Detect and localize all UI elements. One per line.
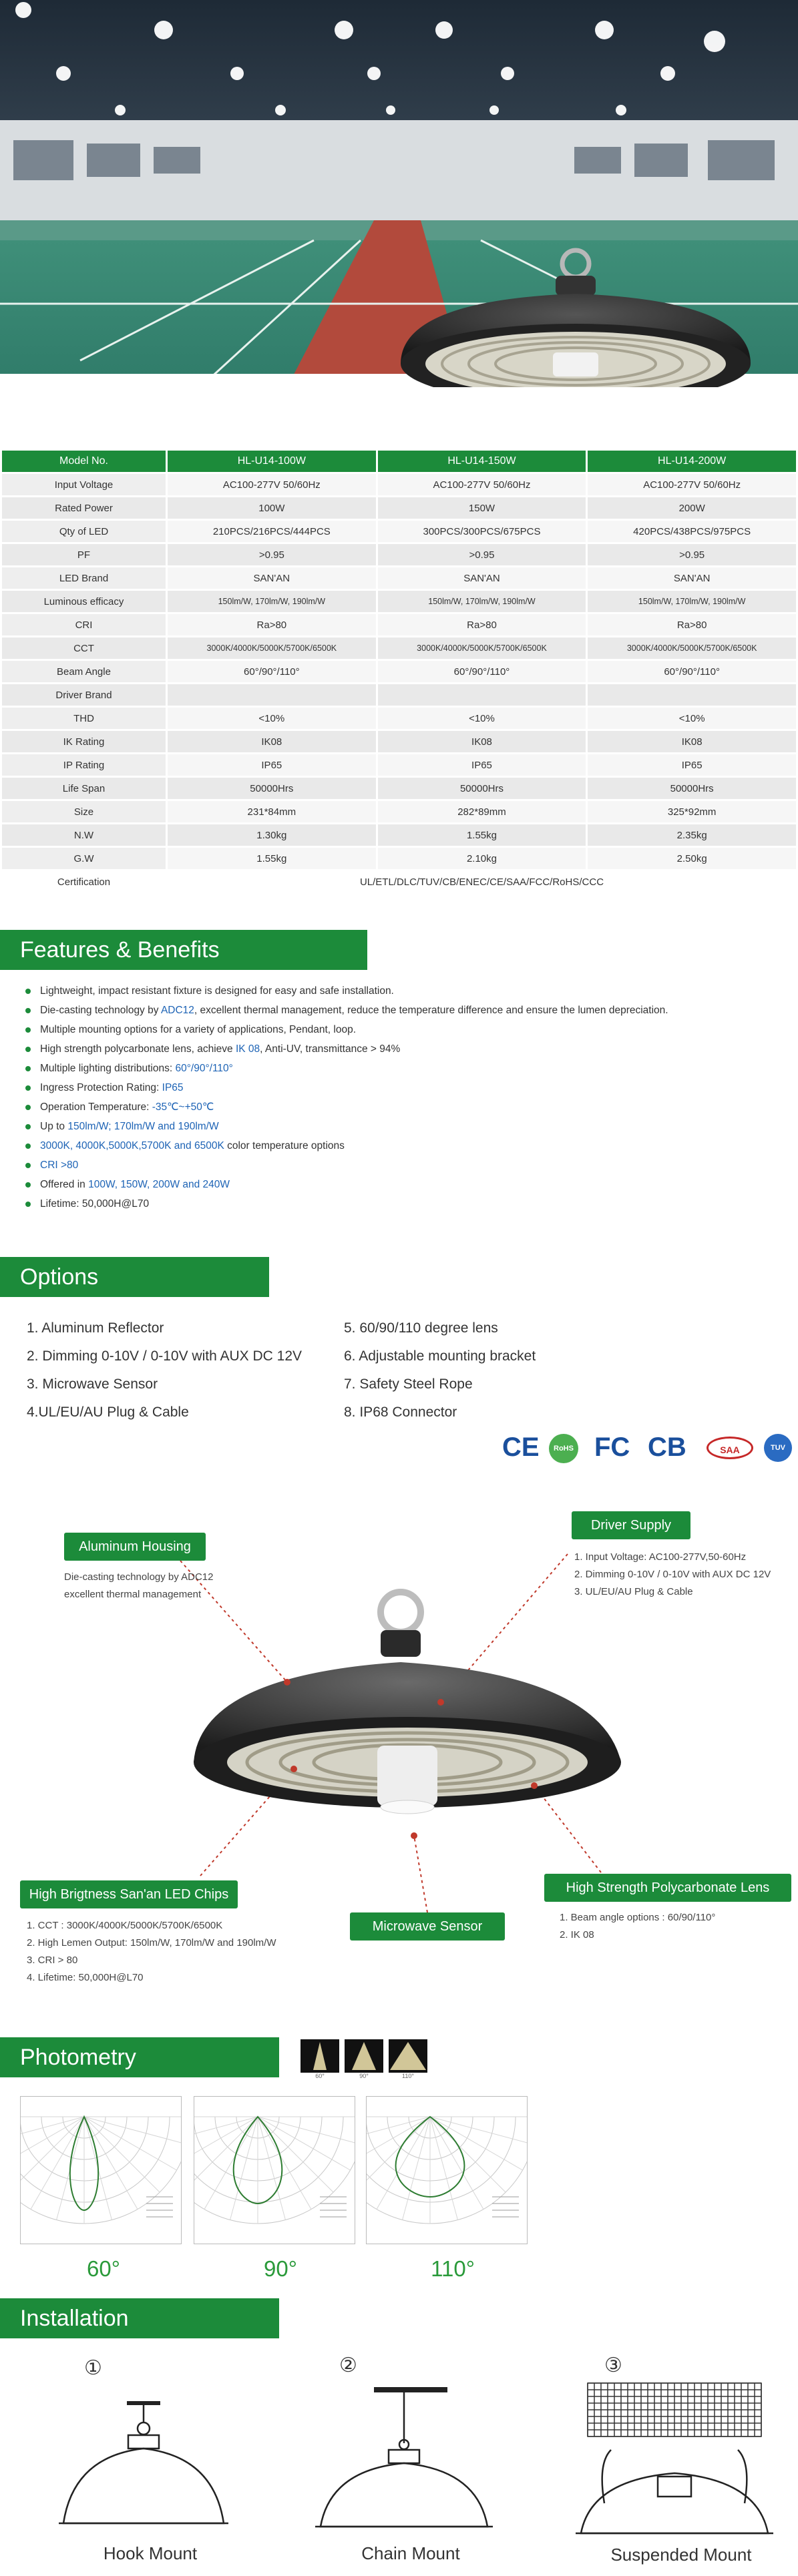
feature-highlight: 100W, 150W, 200W and 240W xyxy=(88,1179,230,1190)
table-row xyxy=(2,801,796,822)
table-row xyxy=(2,708,796,729)
option-item: 8. IP68 Connector xyxy=(344,1404,457,1420)
header-cell: HL-U14-100W xyxy=(168,451,376,472)
table-row xyxy=(2,544,796,565)
beam-caption-90: 90° xyxy=(264,2256,297,2281)
feature-item xyxy=(21,1136,769,1155)
table-cell: 2.35kg xyxy=(588,824,796,846)
photometry-heading: Photometry xyxy=(0,2037,279,2077)
table-cell: 3000K/4000K/5000K/5700K/6500K xyxy=(378,637,586,659)
callout-note: excellent thermal management xyxy=(64,1589,202,1600)
table-cell: IP65 xyxy=(588,754,796,776)
ce-logo: CE xyxy=(502,1433,540,1462)
row-label: Driver Brand xyxy=(2,684,166,706)
table-cell: >0.95 xyxy=(378,544,586,565)
install-caption-chain: Chain Mount xyxy=(361,2543,460,2563)
install-number-2: ② xyxy=(339,2354,357,2377)
certification-row xyxy=(2,871,796,892)
table-cell: 1.55kg xyxy=(378,824,586,846)
callout-aluminum-notes xyxy=(64,1569,238,1603)
feature-text: Multiple lighting distributions: xyxy=(40,1063,176,1074)
row-label: LED Brand xyxy=(2,567,166,589)
table-cell: IK08 xyxy=(588,731,796,752)
callout-note: 3. UL/EU/AU Plug & Cable xyxy=(574,1586,693,1597)
row-label: CRI xyxy=(2,614,166,635)
installation-heading: Installation xyxy=(0,2298,279,2338)
feature-text: Multiple mounting options for a variety of applications, Pendant, loop. xyxy=(40,1024,357,1035)
table-cell: 231*84mm xyxy=(168,801,376,822)
feature-text: Operation Temperature: xyxy=(40,1101,152,1113)
callout-aluminum-housing: Aluminum Housing xyxy=(64,1533,206,1561)
install-caption-suspended: Suspended Mount xyxy=(610,2545,752,2565)
row-label: IP Rating xyxy=(2,754,166,776)
table-cell: 1.55kg xyxy=(168,848,376,869)
table-cell: 200W xyxy=(588,497,796,519)
callout-lens-notes xyxy=(560,1909,787,1944)
row-label: Size xyxy=(2,801,166,822)
hero-image xyxy=(0,0,798,387)
feature-item xyxy=(21,1020,769,1039)
row-label: Luminous efficacy xyxy=(2,591,166,612)
table-cell: 2.10kg xyxy=(378,848,586,869)
table-row xyxy=(2,497,796,519)
table-row xyxy=(2,591,796,612)
row-label: IK Rating xyxy=(2,731,166,752)
callout-microwave-sensor: Microwave Sensor xyxy=(350,1912,505,1941)
table-cell: Ra>80 xyxy=(588,614,796,635)
product-callout-diagram xyxy=(0,1482,798,2029)
spec-table xyxy=(0,449,798,894)
option-item: 1. Aluminum Reflector xyxy=(27,1320,164,1336)
feature-highlight: 60°/90°/110° xyxy=(175,1063,233,1074)
feature-highlight: ADC12 xyxy=(160,1005,194,1016)
table-cell: IP65 xyxy=(378,754,586,776)
header-cell: HL-U14-150W xyxy=(378,451,586,472)
feature-item xyxy=(21,1078,769,1097)
table-cell: IP65 xyxy=(168,754,376,776)
table-cell: 3000K/4000K/5000K/5700K/6500K xyxy=(588,637,796,659)
feature-text: Lightweight, impact resistant fixture is designed for easy and safe installation. xyxy=(40,985,394,997)
callout-note: 2. High Lemen Output: 150lm/W, 170lm/W and 190lm/W xyxy=(27,1937,276,1949)
callout-note: Die-casting technology by ADC12 xyxy=(64,1571,214,1583)
feature-highlight: 3000K, 4000K,5000K,5700K and 6500K xyxy=(40,1140,224,1151)
beam-caption-60: 60° xyxy=(87,2256,120,2281)
row-label: Qty of LED xyxy=(2,521,166,542)
table-cell: 50000Hrs xyxy=(588,778,796,799)
option-item: 6. Adjustable mounting bracket xyxy=(344,1348,536,1364)
callout-note: 2. Dimming 0-10V / 0-10V with AUX DC 12V xyxy=(574,1569,771,1580)
row-label: THD xyxy=(2,708,166,729)
row-label: Beam Angle xyxy=(2,661,166,682)
table-cell: 2.50kg xyxy=(588,848,796,869)
install-caption-hook: Hook Mount xyxy=(103,2543,198,2563)
saa-logo: SAA xyxy=(707,1437,753,1459)
beam-thumb-label: 60° xyxy=(315,2073,325,2079)
table-cell: 150lm/W, 170lm/W, 190lm/W xyxy=(168,591,376,612)
callout-driver-notes xyxy=(574,1549,795,1601)
table-cell: Ra>80 xyxy=(168,614,376,635)
table-row xyxy=(2,778,796,799)
table-row xyxy=(2,754,796,776)
row-label: N.W xyxy=(2,824,166,846)
tuv-logo: TUV xyxy=(764,1434,792,1462)
table-cell: <10% xyxy=(378,708,586,729)
table-row xyxy=(2,567,796,589)
table-cell: <10% xyxy=(168,708,376,729)
option-item: 5. 60/90/110 degree lens xyxy=(344,1320,498,1336)
row-label: Certification xyxy=(2,871,166,892)
callout-polycarbonate-lens: High Strength Polycarbonate Lens xyxy=(544,1874,791,1902)
table-row xyxy=(2,684,796,706)
callout-driver-supply: Driver Supply xyxy=(572,1511,690,1539)
beam-thumb-60 xyxy=(301,2039,339,2073)
options-left xyxy=(27,1320,347,1433)
option-item: 3. Microwave Sensor xyxy=(27,1376,158,1392)
beam-thumbnails xyxy=(301,2039,434,2081)
table-cell: 1.30kg xyxy=(168,824,376,846)
beam-caption-110: 110° xyxy=(431,2256,475,2281)
table-cell: >0.95 xyxy=(588,544,796,565)
callout-note: 4. Lifetime: 50,000H@L70 xyxy=(27,1972,144,1983)
row-label: CCT xyxy=(2,637,166,659)
feature-item xyxy=(21,1059,769,1078)
table-cell: 150lm/W, 170lm/W, 190lm/W xyxy=(588,591,796,612)
options-heading: Options xyxy=(0,1257,269,1297)
header-cell: Model No. xyxy=(2,451,166,472)
feature-item xyxy=(21,1039,769,1059)
feature-text: High strength polycarbonate lens, achieve xyxy=(40,1043,236,1055)
feature-text: , excellent thermal management, reduce the temperature difference and ensure the lumen depreciation. xyxy=(194,1005,668,1016)
table-cell: 325*92mm xyxy=(588,801,796,822)
callout-note: 2. IK 08 xyxy=(560,1929,594,1941)
feature-highlight: CRI >80 xyxy=(40,1160,79,1171)
feature-text: Up to xyxy=(40,1121,68,1132)
features-list xyxy=(21,981,769,1214)
beam-thumb-label: 110° xyxy=(402,2073,414,2079)
install-number-1: ① xyxy=(84,2356,102,2380)
feature-item xyxy=(21,1097,769,1117)
callout-note: 1. Input Voltage: AC100-277V,50-60Hz xyxy=(574,1551,747,1563)
beam-thumb-90 xyxy=(345,2039,383,2073)
table-cell: AC100-277V 50/60Hz xyxy=(168,474,376,495)
callout-led-chips: High Brigtness San'an LED Chips xyxy=(20,1880,238,1908)
feature-text: , Anti-UV, transmittance > 94% xyxy=(260,1043,401,1055)
callout-note: 3. CRI > 80 xyxy=(27,1955,78,1966)
feature-item xyxy=(21,1194,769,1214)
table-header-row xyxy=(2,451,796,472)
feature-item xyxy=(21,1155,769,1175)
table-cell: AC100-277V 50/60Hz xyxy=(588,474,796,495)
table-cell xyxy=(168,684,376,706)
table-cell: AC100-277V 50/60Hz xyxy=(378,474,586,495)
table-cell: 282*89mm xyxy=(378,801,586,822)
callout-note: 1. Beam angle options : 60/90/110° xyxy=(560,1912,716,1923)
row-label: PF xyxy=(2,544,166,565)
install-number-3: ③ xyxy=(604,2354,622,2377)
table-cell: IK08 xyxy=(378,731,586,752)
table-cell xyxy=(588,684,796,706)
option-item: 7. Safety Steel Rope xyxy=(344,1376,473,1392)
table-cell: IK08 xyxy=(168,731,376,752)
beam-thumb-110 xyxy=(389,2039,427,2073)
table-cell: 100W xyxy=(168,497,376,519)
table-row xyxy=(2,824,796,846)
table-cell: 60°/90°/110° xyxy=(168,661,376,682)
feature-highlight: -35℃~+50℃ xyxy=(152,1101,214,1113)
certification-logos xyxy=(502,1433,796,1466)
feature-text: color temperature options xyxy=(224,1140,345,1151)
feature-highlight: 150lm/W; 170lm/W and 190lm/W xyxy=(67,1121,219,1132)
table-cell: 300PCS/300PCS/675PCS xyxy=(378,521,586,542)
option-item: 2. Dimming 0-10V / 0-10V with AUX DC 12V xyxy=(27,1348,303,1364)
table-row xyxy=(2,661,796,682)
header-cell: HL-U14-200W xyxy=(588,451,796,472)
row-label: G.W xyxy=(2,848,166,869)
polar-chart xyxy=(20,2096,182,2244)
feature-item xyxy=(21,1117,769,1136)
table-row xyxy=(2,474,796,495)
callout-note: 1. CCT : 3000K/4000K/5000K/5700K/6500K xyxy=(27,1920,223,1931)
feature-text: Offered in xyxy=(40,1179,89,1190)
row-label: Life Span xyxy=(2,778,166,799)
table-cell: 210PCS/216PCS/444PCS xyxy=(168,521,376,542)
row-label: Rated Power xyxy=(2,497,166,519)
feature-highlight: IP65 xyxy=(162,1082,184,1093)
table-cell: 420PCS/438PCS/975PCS xyxy=(588,521,796,542)
table-cell: 3000K/4000K/5000K/5700K/6500K xyxy=(168,637,376,659)
features-heading: Features & Benefits xyxy=(0,930,367,970)
table-cell: 50000Hrs xyxy=(168,778,376,799)
feature-item xyxy=(21,1001,769,1020)
table-row xyxy=(2,521,796,542)
installation-illustrations xyxy=(0,2363,798,2550)
table-cell: 150lm/W, 170lm/W, 190lm/W xyxy=(378,591,586,612)
beam-thumb-label: 90° xyxy=(359,2073,369,2079)
fcc-logo: FC xyxy=(594,1433,630,1462)
certification-value: UL/ETL/DLC/TUV/CB/ENEC/CE/SAA/FCC/RoHS/CCC xyxy=(168,871,796,892)
feature-text: Die-casting technology by xyxy=(40,1005,161,1016)
polar-charts xyxy=(0,2096,798,2250)
option-item: 4.UL/EU/AU Plug & Cable xyxy=(27,1404,189,1420)
table-cell: 60°/90°/110° xyxy=(588,661,796,682)
cb-logo: CB xyxy=(648,1433,686,1462)
polar-chart xyxy=(194,2096,355,2244)
row-label: Input Voltage xyxy=(2,474,166,495)
callout-led-chips-notes xyxy=(27,1917,334,1987)
feature-item xyxy=(21,1175,769,1194)
table-row xyxy=(2,614,796,635)
table-cell: SAN'AN xyxy=(588,567,796,589)
table-row xyxy=(2,731,796,752)
table-cell: SAN'AN xyxy=(378,567,586,589)
feature-text: Ingress Protection Rating: xyxy=(40,1082,162,1093)
table-cell: 60°/90°/110° xyxy=(378,661,586,682)
table-cell xyxy=(378,684,586,706)
table-cell: 50000Hrs xyxy=(378,778,586,799)
table-cell: SAN'AN xyxy=(168,567,376,589)
table-row xyxy=(2,848,796,869)
feature-highlight: IK 08 xyxy=(235,1043,260,1055)
table-cell: <10% xyxy=(588,708,796,729)
table-cell: 150W xyxy=(378,497,586,519)
feature-item xyxy=(21,981,769,1001)
rohs-logo: RoHS xyxy=(549,1434,578,1463)
table-cell: >0.95 xyxy=(168,544,376,565)
feature-text: Lifetime: 50,000H@L70 xyxy=(40,1198,150,1210)
table-cell: Ra>80 xyxy=(378,614,586,635)
table-row xyxy=(2,637,796,659)
polar-chart xyxy=(366,2096,528,2244)
options-right xyxy=(344,1320,664,1433)
